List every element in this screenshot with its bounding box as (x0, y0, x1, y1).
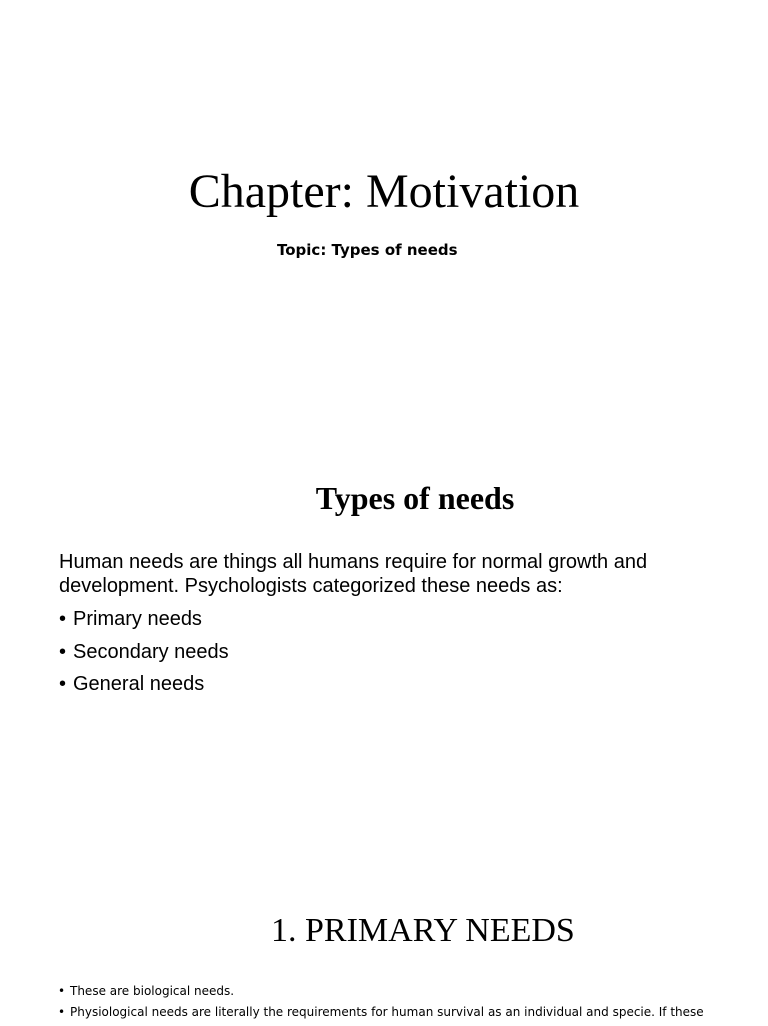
chapter-title: Chapter: Motivation (188, 165, 580, 218)
list-item-label: These are biological needs. (70, 984, 235, 998)
primary-needs-bullet-list (58, 984, 758, 1026)
list-item-label: General needs (73, 673, 205, 695)
list-item (58, 1005, 758, 1020)
list-item (59, 640, 229, 664)
needs-intro-paragraph: Human needs are things all humans require for normal growth and development. Psychologists categorized these needs as: (59, 551, 648, 597)
needs-heading: Types of needs (315, 480, 515, 516)
topic-subtitle: Topic: Types of needs (277, 241, 458, 259)
primary-needs-slide (0, 900, 768, 1024)
primary-needs-heading: 1. PRIMARY NEEDS (271, 912, 575, 949)
title-slide (0, 0, 768, 320)
list-item (59, 607, 229, 631)
bullet-icon: • (59, 640, 67, 663)
bullet-icon: • (58, 984, 66, 998)
types-of-needs-slide (0, 460, 768, 760)
bullet-icon: • (59, 673, 67, 695)
list-item-label: Secondary needs (73, 640, 229, 663)
bullet-icon: • (58, 1005, 66, 1019)
bullet-icon: • (59, 608, 67, 630)
list-item (58, 984, 758, 999)
list-item-label: Primary needs (73, 608, 202, 630)
list-item-label: Physiological needs are literally the requirements for human survival as an individual and specie. If these (70, 1005, 704, 1019)
needs-bullet-list (59, 607, 229, 705)
list-item (59, 672, 229, 696)
